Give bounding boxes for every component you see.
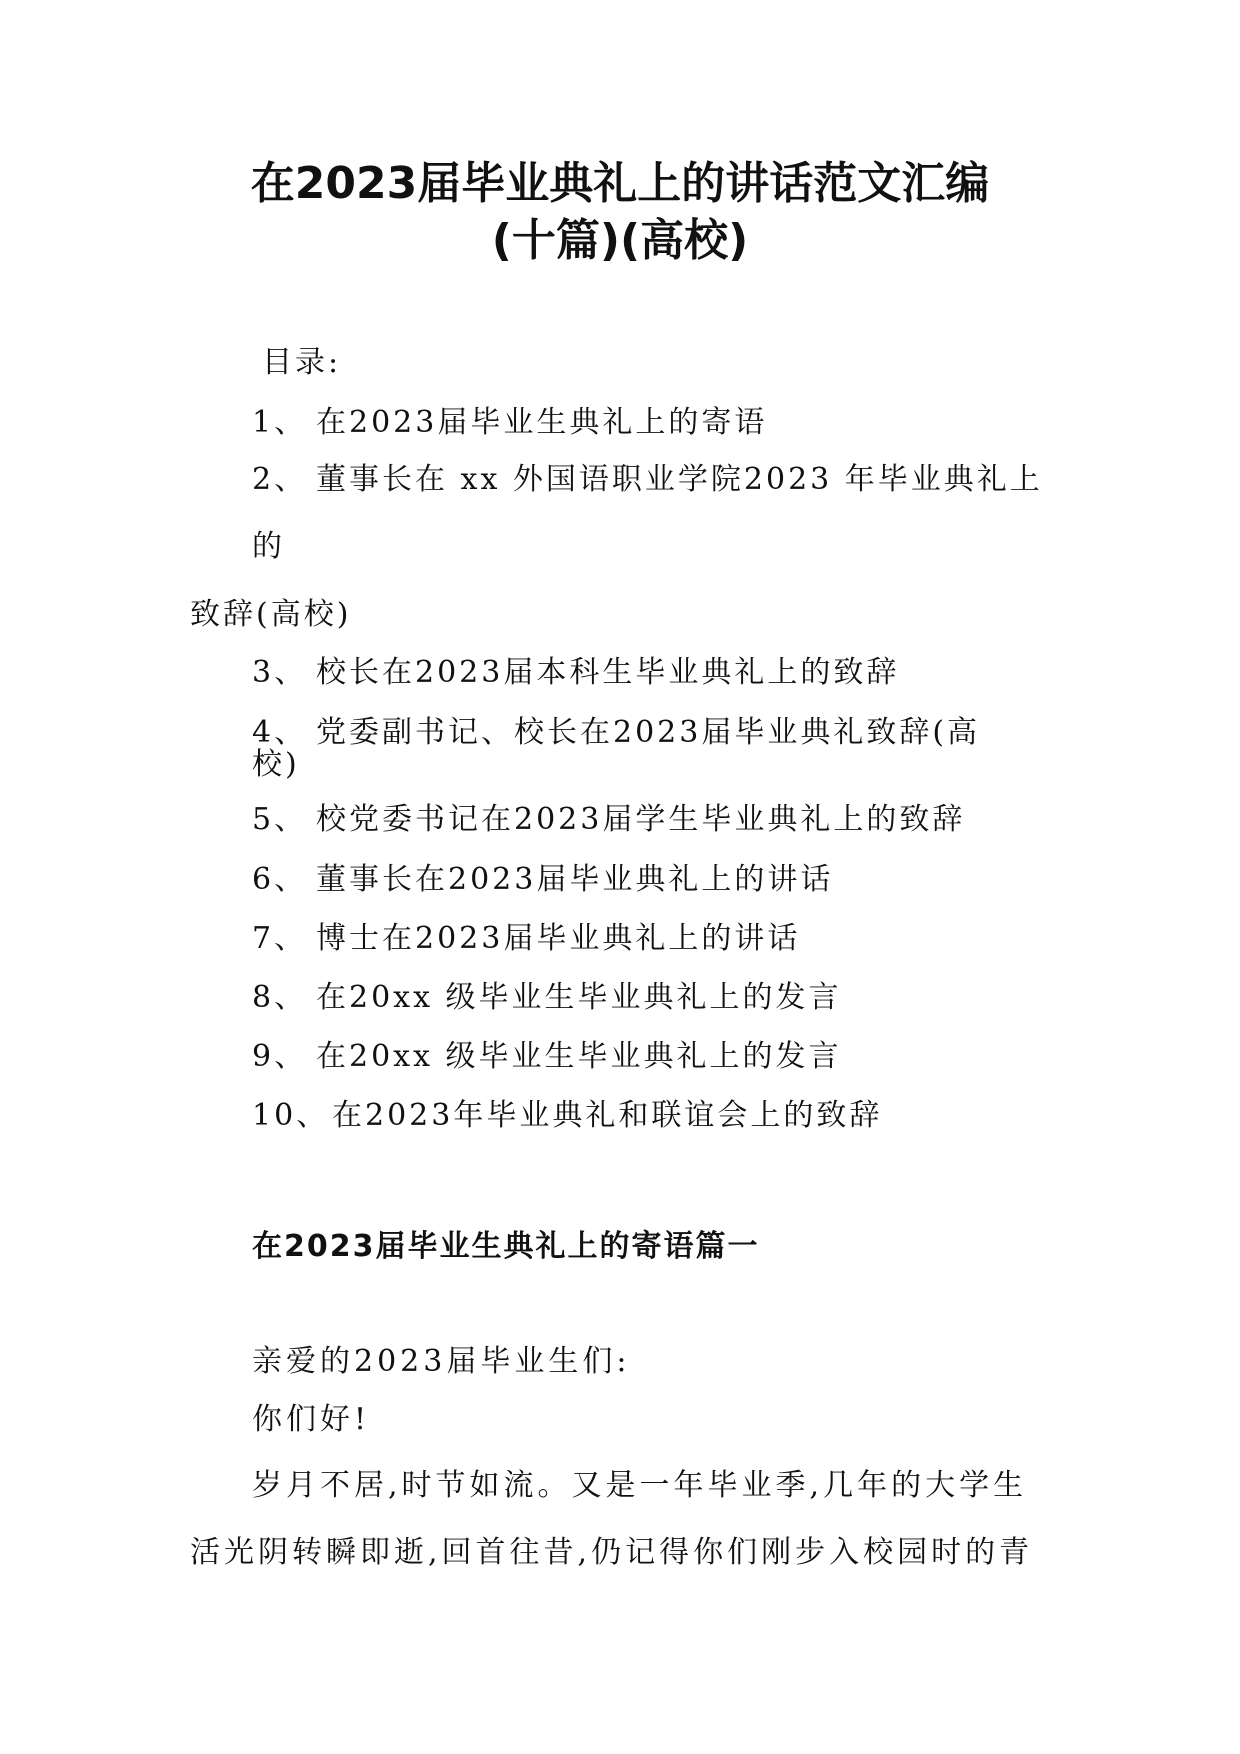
toc-item-number: 5、 bbox=[252, 802, 308, 837]
paragraph-line-2: 活光阴转瞬即逝,回首往昔,仍记得你们刚步入校园时的青 bbox=[190, 1535, 1034, 1570]
toc-item-3 bbox=[252, 653, 899, 693]
toc-item-number: 8、 bbox=[252, 980, 308, 1015]
toc-item-1 bbox=[252, 403, 767, 443]
toc-item-2-wrap-1: 的 bbox=[252, 529, 285, 564]
toc-item-7 bbox=[252, 919, 800, 959]
toc-item-text: 校长在2023届本科生毕业典礼上的致辞 bbox=[316, 655, 900, 690]
toc-item-number: 9、 bbox=[252, 1039, 308, 1074]
toc-item-text: 董事长在 xx 外国语职业学院2023 年毕业典礼上 bbox=[316, 462, 1043, 497]
paragraph-line-1: 岁月不居,时节如流。又是一年毕业季,几年的大学生 bbox=[252, 1468, 1028, 1503]
document-title-line-2: (十篇)(高校) bbox=[491, 215, 749, 266]
toc-item-text: 在2023届毕业生典礼上的寄语 bbox=[316, 405, 768, 440]
toc-item-8 bbox=[252, 978, 842, 1018]
document-title-line-1: 在2023届毕业典礼上的讲话范文汇编 bbox=[250, 158, 990, 209]
toc-item-number: 2、 bbox=[252, 462, 308, 497]
toc-item-2-wrap-2: 致辞(高校) bbox=[190, 597, 352, 632]
toc-item-9 bbox=[252, 1037, 842, 1077]
toc-item-number: 4、 bbox=[252, 715, 308, 750]
toc-item-number: 6、 bbox=[252, 862, 308, 897]
toc-item-5 bbox=[252, 800, 965, 840]
toc-item-text: 在20xx 级毕业生毕业典礼上的发言 bbox=[316, 1039, 842, 1074]
toc-item-number: 7、 bbox=[252, 921, 308, 956]
toc-item-6 bbox=[252, 860, 833, 900]
toc-item-number: 10、 bbox=[252, 1098, 330, 1133]
section-heading: 在2023届毕业生典礼上的寄语篇一 bbox=[252, 1229, 760, 1264]
toc-item-text: 博士在2023届毕业典礼上的讲话 bbox=[316, 921, 801, 956]
toc-item-4 bbox=[252, 713, 980, 753]
toc-item-number: 1、 bbox=[252, 405, 308, 440]
toc-item-text: 党委副书记、校长在2023届毕业典礼致辞(高 bbox=[316, 715, 981, 750]
toc-label: 目录: bbox=[262, 345, 342, 380]
toc-item-text: 校党委书记在2023届学生毕业典礼上的致辞 bbox=[316, 802, 966, 837]
salutation: 亲爱的2023届毕业生们: bbox=[252, 1344, 631, 1379]
toc-item-number: 3、 bbox=[252, 655, 308, 690]
greeting: 你们好! bbox=[252, 1402, 371, 1437]
toc-item-2 bbox=[252, 460, 1043, 500]
toc-item-10 bbox=[252, 1096, 882, 1136]
toc-item-text: 在20xx 级毕业生毕业典礼上的发言 bbox=[316, 980, 842, 1015]
toc-item-4-wrap: 校) bbox=[252, 747, 300, 782]
toc-item-text: 董事长在2023届毕业典礼上的讲话 bbox=[316, 862, 834, 897]
toc-item-text: 在2023年毕业典礼和联谊会上的致辞 bbox=[332, 1098, 883, 1133]
